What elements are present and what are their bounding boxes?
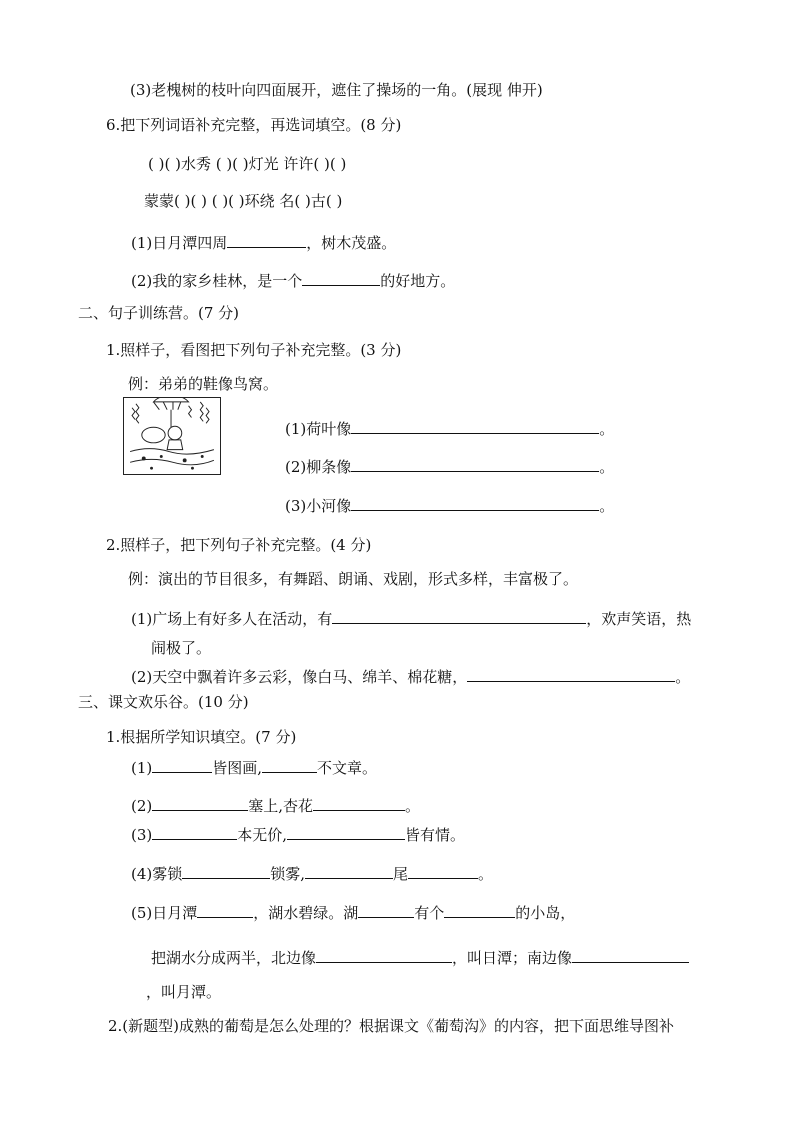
fill-blank-sentence: (1)荷叶像 。 [285, 420, 615, 438]
question-heading: 2.照样子，把下列句子补充完整。(4 分) [106, 536, 372, 554]
answer-blank[interactable] [444, 903, 515, 918]
answer-blank[interactable] [262, 758, 317, 773]
answer-blank[interactable] [358, 903, 414, 918]
fill-blank-sentence: (1)广场上有好多人在活动，有 ，欢声笑语，热 [131, 610, 692, 628]
example-text: 例：演出的节目很多，有舞蹈、朗诵、戏剧，形式多样，丰富极了。 [128, 570, 579, 588]
answer-blank[interactable] [152, 758, 212, 773]
fill-blank-sentence: (3) 本无价, 皆有情。 [131, 826, 466, 844]
question-heading: 2.(新题型)成熟的葡萄是怎么处理的？根据课文《葡萄沟》的内容，把下面思维导图补 [108, 1017, 675, 1035]
word-completion-row: 蒙蒙( )( ) ( )( )环绕 名( )古( ) [144, 192, 343, 210]
answer-blank[interactable] [408, 864, 478, 879]
section-heading: 三、课文欢乐谷。(10 分) [78, 693, 249, 711]
fill-blank-sentence: 把湖水分成两半，北边像 ，叫日潭；南边像 [151, 948, 689, 968]
fill-blank-sentence: (3)小河像 。 [285, 497, 615, 515]
answer-blank[interactable] [351, 457, 599, 472]
fill-blank-sentence: (4)雾锁 锁雾, 尾 。 [131, 865, 494, 883]
question-heading: 6.把下列词语补充完整，再选词填空。(8 分) [106, 116, 402, 134]
answer-blank[interactable] [197, 903, 253, 918]
answer-blank[interactable] [332, 609, 586, 624]
fill-blank-sentence: (1) 皆图画, 不文章。 [131, 759, 378, 777]
answer-blank[interactable] [152, 796, 248, 811]
rain-picture [123, 397, 221, 475]
answer-blank[interactable] [313, 796, 405, 811]
answer-blank[interactable] [467, 667, 675, 682]
fill-blank-sentence: (2)柳条像 。 [285, 458, 615, 476]
answer-blank[interactable] [182, 864, 270, 879]
text-line: 闹极了。 [151, 639, 212, 657]
text-line: ，叫月潭。 [146, 983, 222, 1001]
answer-blank[interactable] [351, 496, 599, 511]
answer-blank[interactable] [316, 948, 452, 963]
section-heading: 二、句子训练营。(7 分) [78, 304, 240, 322]
fill-blank-sentence: (2) 塞上,杏花 。 [131, 797, 421, 815]
answer-blank[interactable] [572, 948, 689, 963]
text-line: (3)老槐树的枝叶向四面展开，遮住了操场的一角。(展现 伸开) [130, 81, 543, 99]
question-heading: 1.照样子，看图把下列句子补充完整。(3 分) [106, 341, 402, 359]
answer-blank[interactable] [351, 419, 599, 434]
fill-blank-sentence: (2)天空中飘着许多云彩，像白马、绵羊、棉花糖， 。 [131, 668, 691, 686]
question-heading: 1.根据所学知识填空。(7 分) [106, 728, 297, 746]
fill-blank-sentence: (1)日月潭四周 ，树木茂盛。 [131, 234, 397, 252]
example-text: 例：弟弟的鞋像鸟窝。 [128, 375, 279, 393]
fill-blank-sentence: (5)日月潭 ，湖水碧绿。湖 有个 的小岛， [131, 904, 576, 922]
word-completion-row: ( )( )水秀 ( )( )灯光 许许( )( ) [148, 155, 347, 173]
answer-blank[interactable] [305, 864, 393, 879]
answer-blank[interactable] [227, 233, 306, 248]
answer-blank[interactable] [287, 825, 405, 840]
answer-blank[interactable] [152, 825, 237, 840]
fill-blank-sentence: (2)我的家乡桂林，是一个 的好地方。 [131, 272, 456, 290]
answer-blank[interactable] [302, 271, 380, 286]
